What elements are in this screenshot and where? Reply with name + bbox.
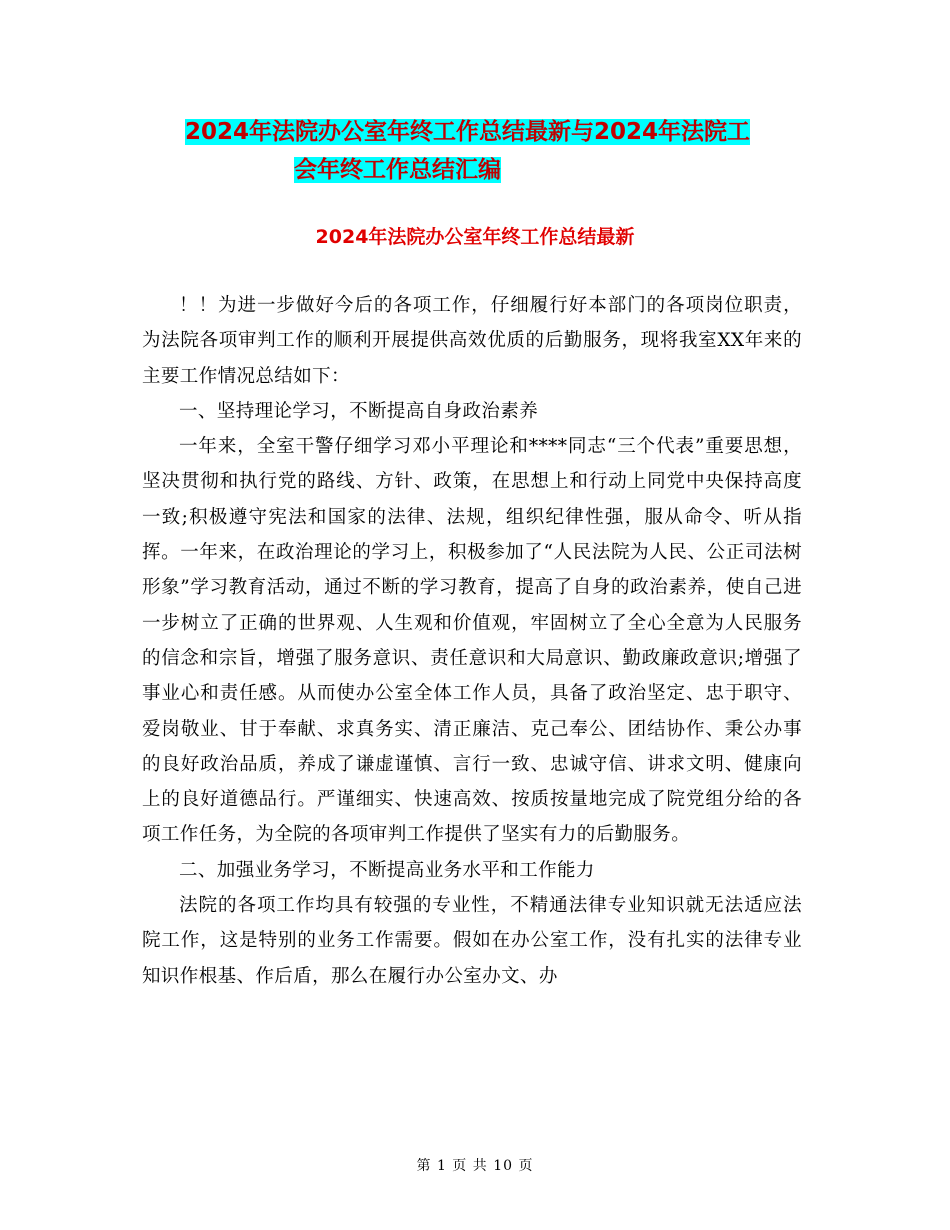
document-body bbox=[142, 288, 802, 994]
paragraph-intro: ！！为进一步做好今后的各项工作，仔细履行好本部门的各项岗位职责，为法院各项审判工作的顺利开展提供高效优质的后勤服务，现将我室XX年来的主要工作情况总结如下： bbox=[142, 295, 802, 387]
heading-section-2: 二、加强业务学习，不断提高业务水平和工作能力 bbox=[179, 859, 595, 881]
paragraph-section-2: 法院的各项工作均具有较强的专业性，不精通法律专业知识就无法适应法院工作，这是特别的业务工作需要。假如在办公室工作，没有扎实的法律专业知识作根基、作后盾，那么在履行办公室办文、办 bbox=[142, 895, 802, 987]
paragraph-section-1: 一年来，全室干警仔细学习邓小平理论和****同志“三个代表”重要思想，坚决贯彻和执行党的路线、方针、政策，在思想上和行动上同党中央保持高度一致;积极遵守宪法和国家的法律、法规，组织纪律性强，服从命令、听从指挥。一年来，在政治理论的学习上，积极参加了“人民法院为人民、公正司法树形象”学习教育活动，通过不断的学习教育，提高了自身的政治素养，使自己进一步树立了正确的世界观、人生观和价值观，牢固树立了全心全意为人民服务的信念和宗旨，增强了服务意识、责任意识和大局意识、勤政廉政意识;增强了事业心和责任感。从而使办公室全体工作人员，具备了政治坚定、忠于职守、爱岗敬业、甘于奉献、求真务实、清正廉洁、克己奉公、团结协作、秉公办事的良好政治品质，养成了谦虚谨慎、言行一致、忠诚守信、讲求文明、健康向上的良好道德品行。严谨细实、快速高效、按质按量地完成了院党组分给的各项工作任务，为全院的各项审判工作提供了坚实有力的后勤服务。 bbox=[142, 436, 802, 846]
document-title bbox=[185, 113, 750, 189]
heading-section-1: 一、坚持理论学习，不断提高自身政治素养 bbox=[179, 400, 539, 422]
section-title: 2024年法院办公室年终工作总结最新 bbox=[315, 226, 635, 248]
title-line-1: 2024年法院办公室年终工作总结最新与2024年法院工 bbox=[185, 119, 751, 145]
page-footer: 第 1 页 共 10 页 bbox=[416, 1158, 534, 1174]
title-line-2: 会年终工作总结汇编 bbox=[294, 157, 501, 183]
